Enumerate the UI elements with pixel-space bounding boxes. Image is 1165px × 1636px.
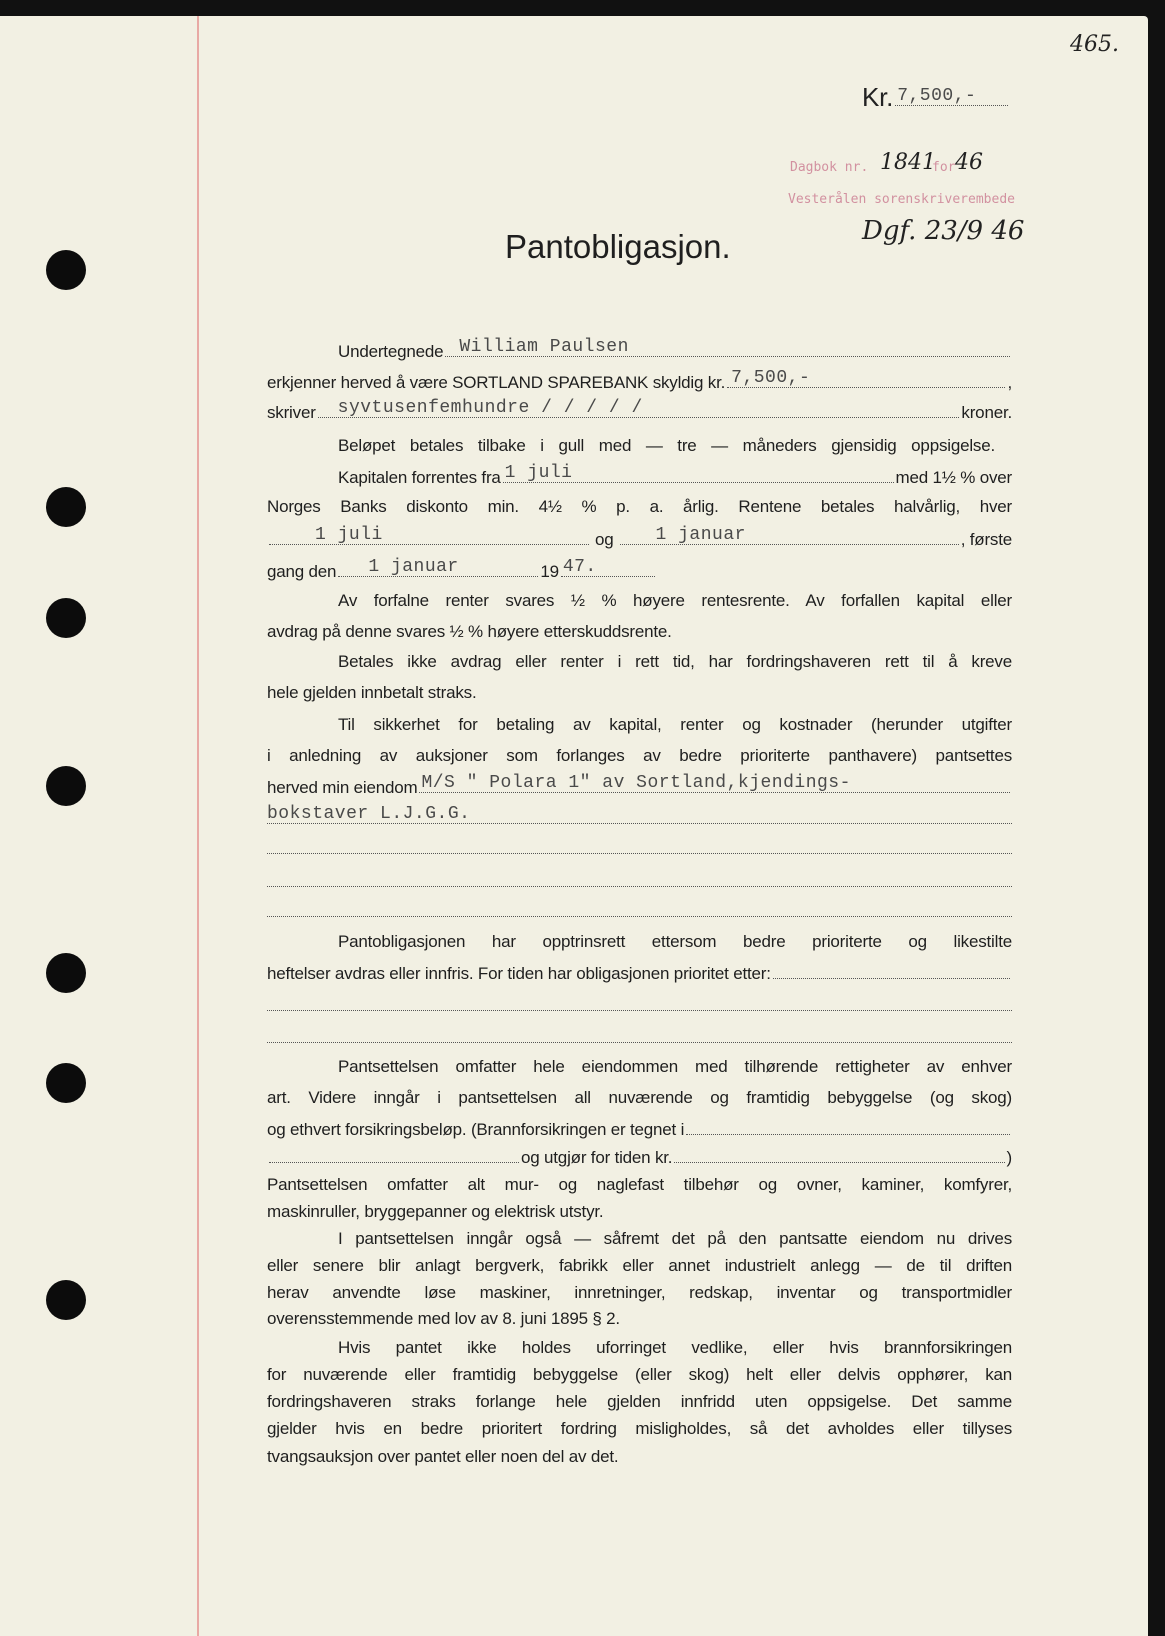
text-line: Pantsettelsen omfatter hele eiendommen med tilhørende rettigheter av enhver bbox=[338, 1057, 1012, 1076]
blank-line bbox=[267, 1010, 1012, 1011]
label: og utgjør for tiden kr. bbox=[521, 1148, 673, 1167]
text-line: herav anvendte løse maskiner, innretninger, redskap, inventar og transportmidler bbox=[267, 1283, 1012, 1302]
label: med 1½ % over bbox=[895, 468, 1012, 487]
interest-row bbox=[338, 463, 1012, 488]
text-line: Av forfalne renter svares ½ % høyere rentesrente. Av forfallen kapital eller bbox=[338, 591, 1012, 610]
dagbok-number: 1841 bbox=[880, 150, 936, 175]
punch-hole bbox=[46, 766, 86, 806]
punch-hole bbox=[46, 953, 86, 993]
insurance-amount-field bbox=[674, 1146, 1004, 1163]
insurance-field bbox=[269, 1146, 519, 1163]
term2: 1 januar bbox=[655, 525, 746, 545]
property-row bbox=[267, 773, 1012, 798]
registration-note: Dgf. 23/9 46 bbox=[862, 216, 1025, 246]
amount-words-field bbox=[318, 398, 960, 418]
amount-value: 7,500,- bbox=[897, 86, 977, 106]
term1: 1 juli bbox=[315, 525, 383, 545]
label: og ethvert forsikringsbeløp. (Brannforsikringen er tegnet i bbox=[267, 1120, 685, 1139]
label: Undertegnede bbox=[338, 342, 444, 361]
text-line: avdrag på denne svares ½ % høyere etterskuddsrente. bbox=[267, 622, 672, 641]
term1-field bbox=[269, 525, 589, 545]
label: Kapitalen forrentes fra bbox=[338, 468, 501, 487]
debtor-name: William Paulsen bbox=[459, 337, 629, 357]
term2-field bbox=[620, 525, 959, 545]
text-line: I pantsettelsen inngår også — såfremt det på den pantsatte eiendom nu drives bbox=[338, 1229, 1012, 1248]
blank-line bbox=[267, 886, 1012, 887]
text-line: Til sikkerhet for betaling av kapital, renter og kostnader (herunder utgifter bbox=[338, 715, 1012, 734]
label: heftelser avdras eller innfris. For tiden har obligasjonen prioritet etter: bbox=[267, 964, 771, 983]
text-line: Norges Banks diskonto min. 4½ % p. a. årlig. Rentene betales halvårlig, hver bbox=[267, 497, 1012, 516]
amount-label: Kr. bbox=[862, 82, 894, 112]
text-line: tvangsauksjon over pantet eller noen del av det. bbox=[267, 1447, 619, 1466]
property-field bbox=[267, 804, 1012, 824]
blank-line bbox=[267, 1042, 1012, 1043]
amount-words: syvtusenfemhundre / / / / / bbox=[337, 398, 643, 418]
priority-field bbox=[773, 962, 1010, 979]
debtor-row bbox=[338, 337, 1012, 362]
property-line-2: bokstaver L.J.G.G. bbox=[267, 804, 471, 824]
label: og bbox=[595, 530, 614, 549]
text-line: Beløpet betales tilbake i gull med — tre — måneders gjensidig oppsigelse. bbox=[338, 436, 995, 455]
from-date: 1 juli bbox=[504, 463, 573, 483]
label: herved min eiendom bbox=[267, 778, 418, 797]
text-line: Pantobligasjonen har opptrinsrett ettersom bedre prioriterte og likestilte bbox=[338, 932, 1012, 951]
text-line: hele gjelden innbetalt straks. bbox=[267, 683, 477, 702]
punch-hole bbox=[46, 487, 86, 527]
amount-words-row bbox=[267, 398, 1012, 423]
page-number: 465. bbox=[1070, 32, 1119, 57]
label: , bbox=[1007, 373, 1012, 392]
blank-line bbox=[267, 853, 1012, 854]
page-title: Pantobligasjon. bbox=[505, 228, 731, 265]
text-line: eller senere blir anlagt bergverk, fabrikk eller annet industrielt anlegg — de til driften bbox=[267, 1256, 1012, 1275]
label: kroner. bbox=[961, 403, 1012, 422]
label: gang den bbox=[267, 562, 337, 581]
first-date: 1 januar bbox=[368, 557, 459, 577]
label: skriver bbox=[267, 403, 316, 422]
first-payment-row bbox=[267, 557, 657, 582]
dagbok-for: for bbox=[932, 160, 956, 175]
office-stamp: Vesterålen sorenskriverembede bbox=[788, 192, 1015, 207]
label: ) bbox=[1006, 1148, 1012, 1167]
punch-hole bbox=[46, 1280, 86, 1320]
insurance-company-field bbox=[686, 1118, 1010, 1135]
from-date-field bbox=[503, 463, 894, 483]
text-line: i anledning av auksjoner som forlanges av bedre prioriterte panthavere) pantsettes bbox=[267, 746, 1012, 765]
text-line: maskinruller, bryggepanner og elektrisk utstyr. bbox=[267, 1202, 604, 1221]
property-field bbox=[419, 773, 1010, 793]
first-date-field bbox=[338, 557, 538, 577]
label: , første bbox=[960, 530, 1012, 549]
amount-header bbox=[862, 82, 1010, 116]
text-line: Hvis pantet ikke holdes uforringet vedlike, eller hvis brannforsikringen bbox=[338, 1338, 1012, 1357]
text-line: gjelder hvis en bedre prioritert fordring misligholdes, så det avholdes eller tillyses bbox=[267, 1419, 1012, 1438]
property-row-2 bbox=[267, 804, 1012, 829]
insurance-row bbox=[267, 1118, 1012, 1140]
amount-field bbox=[727, 368, 1005, 388]
property-line-1: M/S " Polara 1" av Sortland,kjendings- bbox=[421, 773, 851, 793]
text-line: Betales ikke avdrag eller renter i rett tid, har fordringshaveren rett til å kreve bbox=[338, 652, 1012, 671]
year-suffix: 47. bbox=[562, 557, 597, 577]
blank-line bbox=[267, 916, 1012, 917]
punch-hole bbox=[46, 250, 86, 290]
terms-row bbox=[267, 525, 1012, 550]
dagbok-year: 46 bbox=[955, 150, 983, 175]
text-line: art. Videre inngår i pantsettelsen all nuværende og framtidig bebyggelse (og skog) bbox=[267, 1088, 1012, 1107]
punch-hole bbox=[46, 598, 86, 638]
dagbok-stamp: Dagbok nr. bbox=[790, 160, 869, 175]
punch-hole bbox=[46, 1063, 86, 1103]
margin-line bbox=[197, 16, 199, 1636]
text-line: overensstemmende med lov av 8. juni 1895 § 2. bbox=[267, 1309, 620, 1328]
text-line: for nuværende eller framtidig bebyggelse (eller skog) helt eller delvis opphører, kan bbox=[267, 1365, 1012, 1384]
text-line: Pantsettelsen omfatter alt mur- og naglefast tilbehør og ovner, kaminer, komfyrer, bbox=[267, 1175, 1012, 1194]
debtor-field bbox=[445, 337, 1010, 357]
amount-field bbox=[895, 86, 1008, 106]
label: 19 bbox=[540, 562, 559, 581]
amount-figures: 7,500,- bbox=[731, 368, 811, 388]
creditor-row bbox=[267, 368, 1012, 393]
insurance-amount-row bbox=[267, 1146, 1012, 1168]
year-field bbox=[561, 557, 655, 577]
label: erkjenner herved å være SORTLAND SPAREBANK skyldig kr. bbox=[267, 373, 726, 392]
text-line: fordringshaveren straks forlange hele gjelden innfridd uten oppsigelse. Det samme bbox=[267, 1392, 1012, 1411]
priority-row bbox=[267, 962, 1012, 984]
